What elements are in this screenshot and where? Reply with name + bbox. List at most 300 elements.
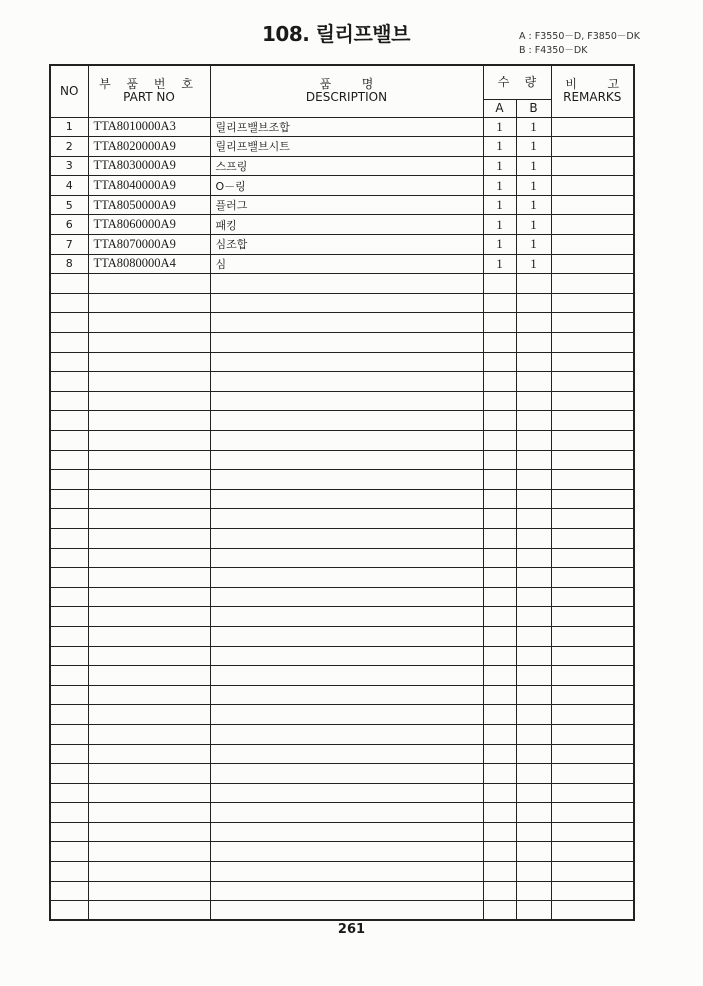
part-number [88,842,210,862]
part-description [210,450,483,470]
remarks [551,783,634,803]
quantity-b [516,333,551,353]
row-number: 1 [50,117,88,137]
quantity-b [516,548,551,568]
table-row [50,313,634,333]
quantity-a [483,333,516,353]
quantity-b [516,626,551,646]
quantity-b: 1 [516,117,551,137]
part-description [210,352,483,372]
part-number [88,705,210,725]
part-description [210,666,483,686]
row-number [50,333,88,353]
remarks [551,235,634,255]
part-description [210,783,483,803]
remarks [551,254,634,274]
part-number [88,646,210,666]
remarks [551,705,634,725]
part-description [210,293,483,313]
model-legend-b: B : F4350－DK [519,45,588,56]
remarks [551,548,634,568]
header-part-no-ko: 부 품 번 호 [99,77,199,92]
part-number [88,626,210,646]
part-description [210,626,483,646]
part-description: 플러그 [210,195,483,215]
table-row [50,137,634,157]
quantity-a [483,724,516,744]
quantity-a [483,391,516,411]
remarks [551,881,634,901]
remarks [551,117,634,137]
row-number [50,862,88,882]
part-description [210,431,483,451]
part-description: 릴리프밸브시트 [210,137,483,157]
row-number [50,293,88,313]
quantity-a [483,901,516,921]
part-description [210,372,483,392]
part-description [210,528,483,548]
table-row [50,744,634,764]
row-number [50,881,88,901]
part-number [88,431,210,451]
part-number: TTA8080000A4 [88,254,210,274]
quantity-b [516,509,551,529]
quantity-a: 1 [483,156,516,176]
header-description [210,65,483,117]
header-remarks-en: REMARKS [563,90,622,105]
table-row [50,568,634,588]
part-description [210,822,483,842]
quantity-a [483,881,516,901]
quantity-b [516,352,551,372]
quantity-b: 1 [516,137,551,157]
quantity-a [483,705,516,725]
remarks [551,862,634,882]
model-legend-a: A : F3550－D, F3850－DK [519,31,640,42]
part-description [210,411,483,431]
table-row [50,411,634,431]
table-row [50,783,634,803]
row-number [50,901,88,921]
remarks [551,156,634,176]
remarks [551,372,634,392]
remarks [551,901,634,921]
table-row [50,254,634,274]
remarks [551,431,634,451]
quantity-a [483,764,516,784]
part-number [88,568,210,588]
row-number: 5 [50,195,88,215]
part-number [88,685,210,705]
quantity-a [483,803,516,823]
quantity-a [483,313,516,333]
quantity-a [483,842,516,862]
quantity-b [516,450,551,470]
remarks [551,313,634,333]
header-qty-b: B [516,99,551,117]
table-row [50,293,634,313]
parts-table [49,64,635,921]
remarks [551,626,634,646]
remarks [551,509,634,529]
quantity-b: 1 [516,254,551,274]
part-description [210,842,483,862]
header-description-ko: 품 명 [319,77,374,92]
quantity-b [516,822,551,842]
remarks [551,352,634,372]
part-number: TTA8050000A9 [88,195,210,215]
quantity-b [516,528,551,548]
quantity-b [516,724,551,744]
quantity-b [516,489,551,509]
page-number: 261 [337,922,366,937]
row-number [50,509,88,529]
part-description [210,274,483,294]
quantity-b [516,431,551,451]
quantity-b [516,391,551,411]
part-number [88,450,210,470]
part-description [210,901,483,921]
part-number [88,744,210,764]
part-number [88,862,210,882]
table-row [50,901,634,921]
part-description [210,862,483,882]
header-remarks [551,65,634,117]
table-row [50,862,634,882]
row-number [50,685,88,705]
table-row [50,489,634,509]
remarks [551,470,634,490]
table-row [50,705,634,725]
quantity-b [516,764,551,784]
row-number [50,783,88,803]
row-number [50,352,88,372]
quantity-a [483,822,516,842]
page-title: 108. 릴리프밸브 [262,22,410,46]
quantity-b [516,842,551,862]
quantity-a [483,862,516,882]
table-row [50,607,634,627]
quantity-b: 1 [516,235,551,255]
row-number [50,822,88,842]
row-number: 7 [50,235,88,255]
quantity-a [483,489,516,509]
part-number [88,607,210,627]
table-row [50,646,634,666]
part-number [88,352,210,372]
remarks [551,528,634,548]
part-number [88,764,210,784]
header-qty-a: A [483,99,516,117]
header-remarks-ko: 비 고 [565,77,620,92]
table-row [50,685,634,705]
part-number [88,548,210,568]
part-description [210,509,483,529]
table-row [50,333,634,353]
remarks [551,744,634,764]
remarks [551,803,634,823]
quantity-b [516,372,551,392]
part-number [88,509,210,529]
remarks [551,568,634,588]
table-row [50,509,634,529]
part-description [210,646,483,666]
table-row [50,764,634,784]
table-row [50,881,634,901]
part-number [88,822,210,842]
quantity-a [483,431,516,451]
part-number: TTA8030000A9 [88,156,210,176]
part-description: 스프링 [210,156,483,176]
row-number [50,372,88,392]
part-description [210,803,483,823]
row-number: 2 [50,137,88,157]
quantity-a [483,626,516,646]
quantity-b [516,607,551,627]
row-number [50,274,88,294]
part-number [88,391,210,411]
part-number [88,313,210,333]
remarks [551,137,634,157]
header-no: NO [50,65,88,117]
remarks [551,764,634,784]
remarks [551,195,634,215]
row-number: 8 [50,254,88,274]
quantity-b [516,783,551,803]
table-row [50,842,634,862]
table-row [50,176,634,196]
part-number [88,489,210,509]
quantity-a [483,587,516,607]
quantity-a: 1 [483,215,516,235]
part-description [210,607,483,627]
part-number [88,724,210,744]
row-number [50,489,88,509]
quantity-b [516,803,551,823]
part-number [88,881,210,901]
table-row [50,352,634,372]
row-number [50,391,88,411]
quantity-a: 1 [483,176,516,196]
quantity-b [516,411,551,431]
part-description [210,313,483,333]
part-number: TTA8070000A9 [88,235,210,255]
quantity-a [483,372,516,392]
row-number: 3 [50,156,88,176]
quantity-b [516,901,551,921]
part-number [88,411,210,431]
table-row [50,803,634,823]
row-number [50,431,88,451]
remarks [551,391,634,411]
quantity-a [483,666,516,686]
remarks [551,666,634,686]
quantity-b [516,862,551,882]
part-description [210,764,483,784]
quantity-a [483,685,516,705]
quantity-a [483,352,516,372]
part-number: TTA8010000A3 [88,117,210,137]
remarks [551,607,634,627]
quantity-b [516,293,551,313]
row-number [50,470,88,490]
part-description: 심조합 [210,235,483,255]
parts-table-body [50,117,634,920]
part-description [210,881,483,901]
part-number [88,274,210,294]
table-row [50,391,634,411]
table-row [50,822,634,842]
part-number: TTA8040000A9 [88,176,210,196]
row-number [50,705,88,725]
part-description [210,744,483,764]
quantity-b: 1 [516,195,551,215]
quantity-b [516,666,551,686]
row-number [50,548,88,568]
row-number [50,724,88,744]
row-number [50,666,88,686]
quantity-b [516,313,551,333]
row-number [50,528,88,548]
part-description [210,705,483,725]
quantity-a [483,646,516,666]
part-description [210,548,483,568]
part-description [210,568,483,588]
row-number [50,626,88,646]
part-description: O－링 [210,176,483,196]
quantity-a: 1 [483,137,516,157]
quantity-a [483,274,516,294]
row-number [50,411,88,431]
model-legend [519,30,640,58]
header-part-no-en: PART NO [123,90,175,105]
part-description: 심 [210,254,483,274]
row-number: 4 [50,176,88,196]
quantity-b [516,646,551,666]
table-row [50,117,634,137]
table-row [50,372,634,392]
row-number [50,313,88,333]
quantity-b [516,685,551,705]
part-description: 패킹 [210,215,483,235]
header-quantity: 수 량 [483,65,551,99]
part-description: 릴리프밸브조합 [210,117,483,137]
part-description [210,685,483,705]
quantity-a: 1 [483,254,516,274]
quantity-a [483,568,516,588]
part-description [210,489,483,509]
quantity-a [483,548,516,568]
quantity-a: 1 [483,117,516,137]
quantity-a [483,293,516,313]
remarks [551,411,634,431]
part-description [210,587,483,607]
row-number [50,646,88,666]
remarks [551,176,634,196]
part-number [88,587,210,607]
header-description-en: DESCRIPTION [305,90,388,105]
part-number [88,528,210,548]
table-row [50,195,634,215]
remarks [551,646,634,666]
quantity-b [516,274,551,294]
row-number [50,607,88,627]
remarks [551,489,634,509]
table-row [50,274,634,294]
remarks [551,274,634,294]
part-number [88,293,210,313]
table-row [50,431,634,451]
part-number [88,783,210,803]
table-row [50,626,634,646]
table-row [50,235,634,255]
row-number [50,803,88,823]
table-row [50,528,634,548]
remarks [551,822,634,842]
part-number [88,666,210,686]
part-description [210,724,483,744]
remarks [551,293,634,313]
quantity-a: 1 [483,195,516,215]
quantity-a [483,607,516,627]
row-number [50,744,88,764]
part-number [88,372,210,392]
quantity-a [483,783,516,803]
quantity-a: 1 [483,235,516,255]
table-row [50,587,634,607]
quantity-a [483,470,516,490]
remarks [551,450,634,470]
part-number: TTA8020000A9 [88,137,210,157]
quantity-b: 1 [516,176,551,196]
part-description [210,470,483,490]
part-number: TTA8060000A9 [88,215,210,235]
quantity-a [483,744,516,764]
quantity-a [483,450,516,470]
quantity-b: 1 [516,215,551,235]
table-row [50,724,634,744]
row-number [50,568,88,588]
table-row [50,156,634,176]
remarks [551,587,634,607]
table-row [50,470,634,490]
quantity-a [483,411,516,431]
part-number [88,470,210,490]
table-row [50,215,634,235]
part-number [88,901,210,921]
table-row [50,548,634,568]
table-row [50,450,634,470]
part-number [88,803,210,823]
remarks [551,842,634,862]
quantity-b [516,744,551,764]
remarks [551,333,634,353]
row-number: 6 [50,215,88,235]
row-number [50,587,88,607]
quantity-b [516,881,551,901]
header-part-no [88,65,210,117]
remarks [551,685,634,705]
row-number [50,450,88,470]
quantity-b: 1 [516,156,551,176]
part-description [210,391,483,411]
remarks [551,724,634,744]
table-row [50,666,634,686]
quantity-b [516,587,551,607]
quantity-b [516,705,551,725]
row-number [50,842,88,862]
row-number [50,764,88,784]
